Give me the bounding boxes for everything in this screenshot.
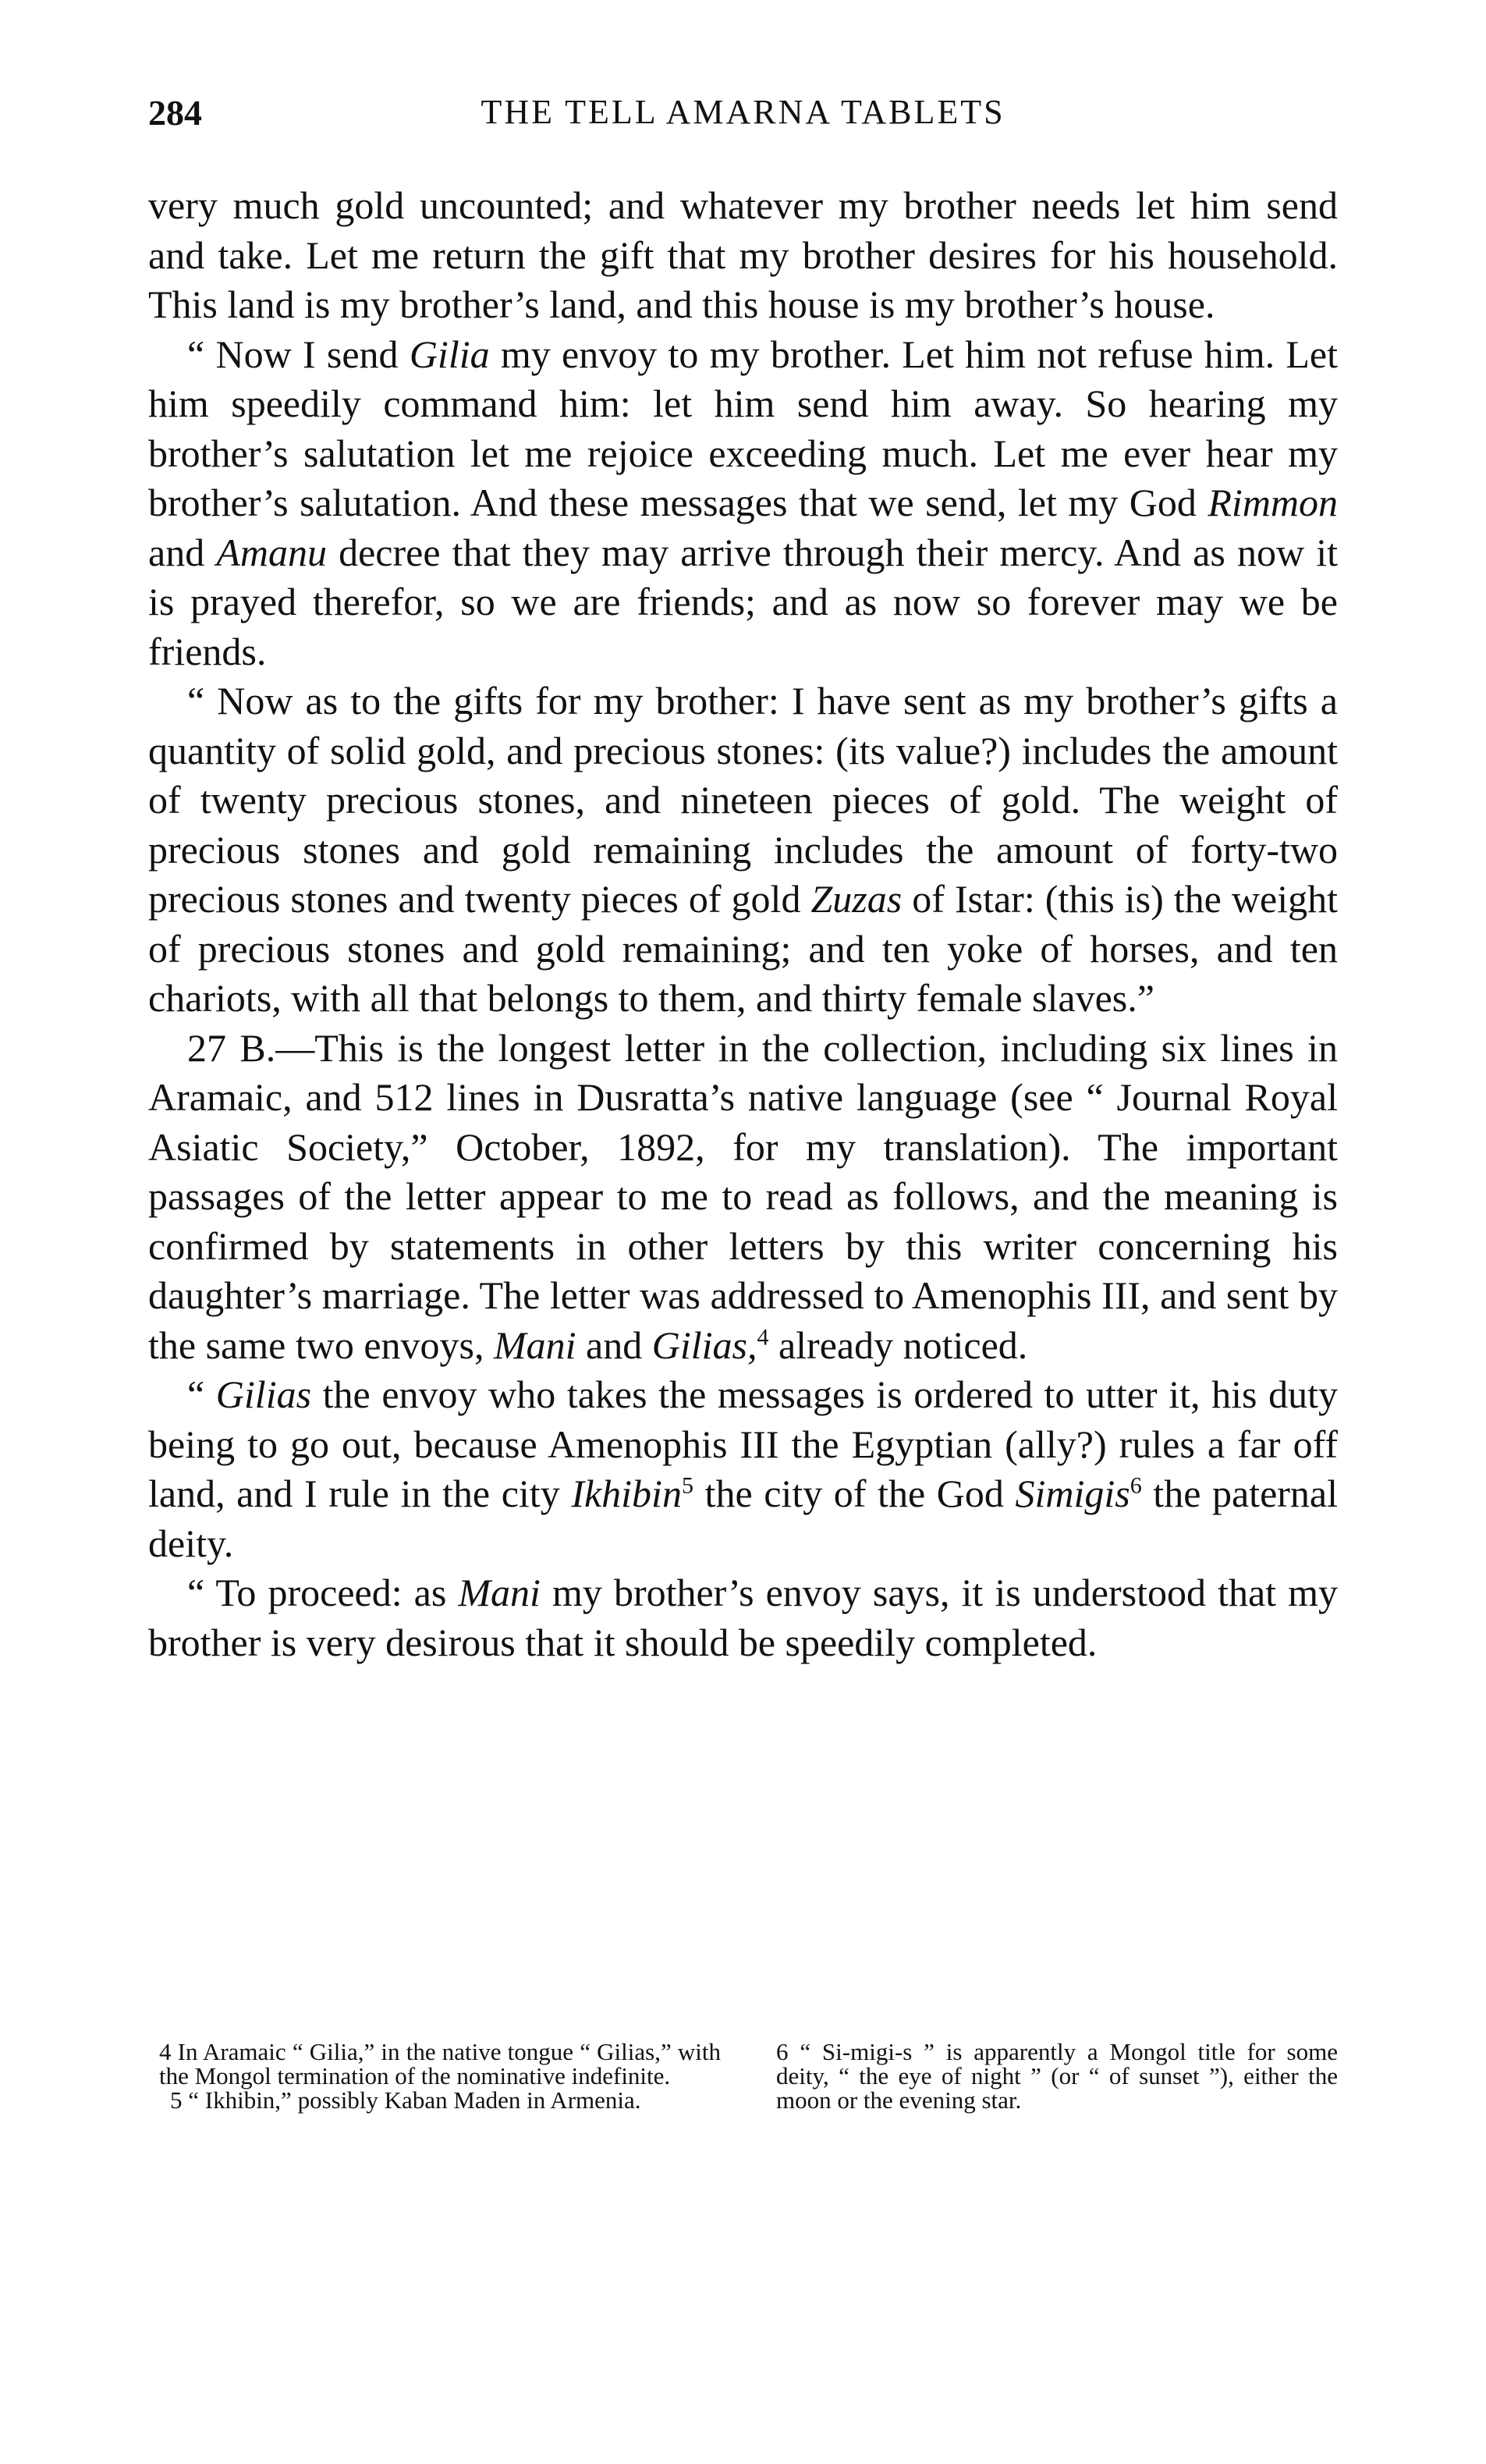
footnote-ref: 4 bbox=[757, 1323, 769, 1350]
italic-text: Amanu bbox=[216, 530, 327, 574]
italic-text: Mani bbox=[493, 1323, 576, 1367]
italic-text: Simigis bbox=[1015, 1472, 1130, 1515]
paragraph bbox=[148, 676, 1338, 1024]
text-run: the paternal deity. bbox=[148, 1472, 1338, 1565]
footnote-4: 4 In Aramaic “ Gilia,” in the native tongue “ Gilias,” with the Mongol termination of the nominative indefinite. bbox=[159, 2038, 721, 2089]
text-run: “ Now I send bbox=[187, 332, 410, 376]
italic-text: Mani bbox=[458, 1571, 541, 1614]
text-run: my envoy to my brother. Let him not refuse him. Let him speedily command him: let him send him away. So hearing my brother’s salutation let me rejoice exceeding much. Let me ever hear my brother’s salutation. And these messages that we send, let my God bbox=[148, 332, 1338, 524]
footnote-ref: 6 bbox=[1130, 1472, 1142, 1499]
text-run: “ To proceed: as bbox=[187, 1571, 459, 1614]
footnote-6: 6 “ Si-migi-s ” is apparently a Mongol title for some deity, “ the eye of night ” (or “ of sunset ”), either the moon or the evening star. bbox=[776, 2038, 1338, 2114]
text-run: the city of the God bbox=[693, 1472, 1016, 1515]
footnote-ref: 5 bbox=[681, 1472, 693, 1499]
running-title: THE TELL AMARNA TABLETS bbox=[481, 93, 1005, 131]
footnote-5: 5 “ Ikhibin,” possibly Kaban Maden in Armenia. bbox=[170, 2086, 641, 2114]
text-run: very much gold uncounted; and whatever my brother needs let him send and take. Let me return the gift that my brother desires for his household. This land is my brother’s land, and this house is my brother’s house. bbox=[148, 183, 1338, 326]
footnotes-left-column bbox=[159, 2040, 721, 2112]
text-run: already noticed. bbox=[768, 1323, 1028, 1367]
text-run: and bbox=[148, 530, 217, 574]
text-run: “ bbox=[187, 1372, 216, 1416]
text-run: of Istar: (this is) the weight of precious stones and gold remaining; and ten yoke of horses, and ten chariots, with all that belongs to them, and thirty female slaves.” bbox=[148, 877, 1338, 1020]
paragraph bbox=[148, 181, 1338, 330]
footnotes bbox=[159, 2040, 1338, 2112]
text-run: the envoy who takes the messages is ordered to utter it, his duty being to go out, because Amenophis III the Egyptian (ally?) rules a far off land, and I rule in the city bbox=[148, 1372, 1338, 1515]
text-run: 27 B.—This is the longest letter in the collection, including six lines in Aramaic, and 512 lines in Dusratta’s native language (see “ Journal Royal Asiatic Society,” October, 1892, for my translation). The important passages of the letter appear to me to read as follows, and the meaning is confirmed by statements in other letters by this writer concerning his daughter’s marriage. The letter was addressed to Amenophis III, and sent by the same two envoys, bbox=[148, 1025, 1338, 1367]
body-text bbox=[148, 181, 1338, 1667]
page-header bbox=[148, 92, 1338, 147]
paragraph bbox=[148, 1370, 1338, 1568]
paragraph bbox=[148, 1568, 1338, 1667]
italic-text: Gilias, bbox=[651, 1323, 757, 1367]
paragraph bbox=[148, 330, 1338, 677]
italic-text: Zuzas bbox=[810, 877, 903, 921]
paragraph bbox=[148, 1024, 1338, 1371]
text-run: and bbox=[576, 1323, 652, 1367]
text-run: my brother’s envoy says, it is understood that my brother is very desirous that it should be speedily completed. bbox=[148, 1571, 1338, 1664]
footnotes-right-column bbox=[776, 2040, 1338, 2112]
italic-text: Ikhibin bbox=[571, 1472, 682, 1515]
italic-text: Gilia bbox=[409, 332, 490, 376]
page-number: 284 bbox=[148, 93, 202, 133]
italic-text: Rimmon bbox=[1208, 481, 1338, 524]
italic-text: Gilias bbox=[215, 1372, 312, 1416]
text-run: decree that they may arrive through their mercy. And as now it is prayed therefor, so we are friends; and as now so forever may we be friends. bbox=[148, 530, 1338, 673]
book-page bbox=[148, 0, 1338, 2464]
text-run: “ Now as to the gifts for my brother: I have sent as my brother’s gifts a quantity of solid gold, and precious stones: (its value?) includes the amount of twenty precious stones, and nineteen pieces of gold. The weight of precious stones and gold remaining includes the amount of forty-two precious stones and twenty pieces of gold bbox=[148, 679, 1338, 921]
